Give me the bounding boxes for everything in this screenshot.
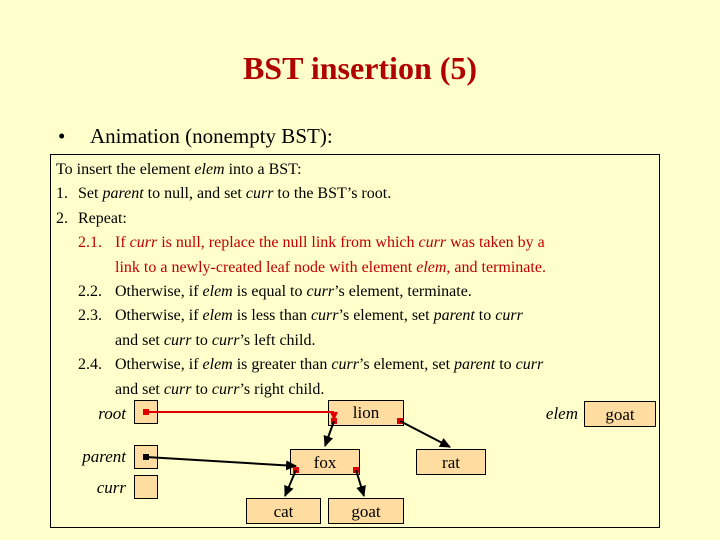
algo-step-2-4-cont: and set curr to curr’s right child.: [115, 380, 325, 398]
node-fox: fox: [290, 449, 360, 475]
parent-label: parent: [82, 447, 126, 466]
algo-step-2-2: 2.2. Otherwise, if elem is equal to curr’s element, terminate.: [78, 283, 472, 301]
root-label: root: [98, 404, 126, 423]
algo-step-2-3: 2.3. Otherwise, if elem is less than curr’s element, set parent to curr: [78, 307, 523, 325]
elem-label: elem: [545, 404, 578, 423]
node-lion: lion: [328, 400, 404, 426]
lion-to-fox-arrow: [325, 421, 334, 446]
elem-var-box: goat: [584, 401, 656, 427]
algo-step-2-1-cont: link to a newly-created leaf node with element elem, and terminate.: [115, 258, 546, 276]
lion-to-rat-arrow: [400, 421, 450, 447]
algo-step-1: 1. Set parent to null, and set curr to the BST’s root.: [56, 185, 392, 203]
slide-title: BST insertion (5): [242, 50, 478, 86]
algo-step-2-4: 2.4. Otherwise, if elem is greater than curr’s element, set parent to curr: [78, 356, 544, 374]
curr-label: curr: [96, 478, 126, 497]
bullet-icon: •: [58, 124, 66, 148]
node-rat: rat: [416, 449, 486, 475]
fox-to-cat-arrow: [285, 470, 296, 496]
algo-step-2: 2. Repeat:: [56, 209, 127, 227]
fox-to-goat-arrow: [356, 470, 364, 496]
algo-step-2-3-cont: and set curr to curr’s left child.: [115, 331, 316, 349]
parent-to-fox-arrow: [146, 457, 296, 466]
algo-intro: To insert the element elem into a BST:: [56, 161, 302, 178]
node-cat: cat: [246, 498, 321, 524]
algo-step-2-1: 2.1. If curr is null, replace the null link from which curr was taken by a: [78, 234, 545, 252]
bullet-text: Animation (nonempty BST):: [90, 124, 333, 148]
node-goat: goat: [328, 498, 404, 524]
